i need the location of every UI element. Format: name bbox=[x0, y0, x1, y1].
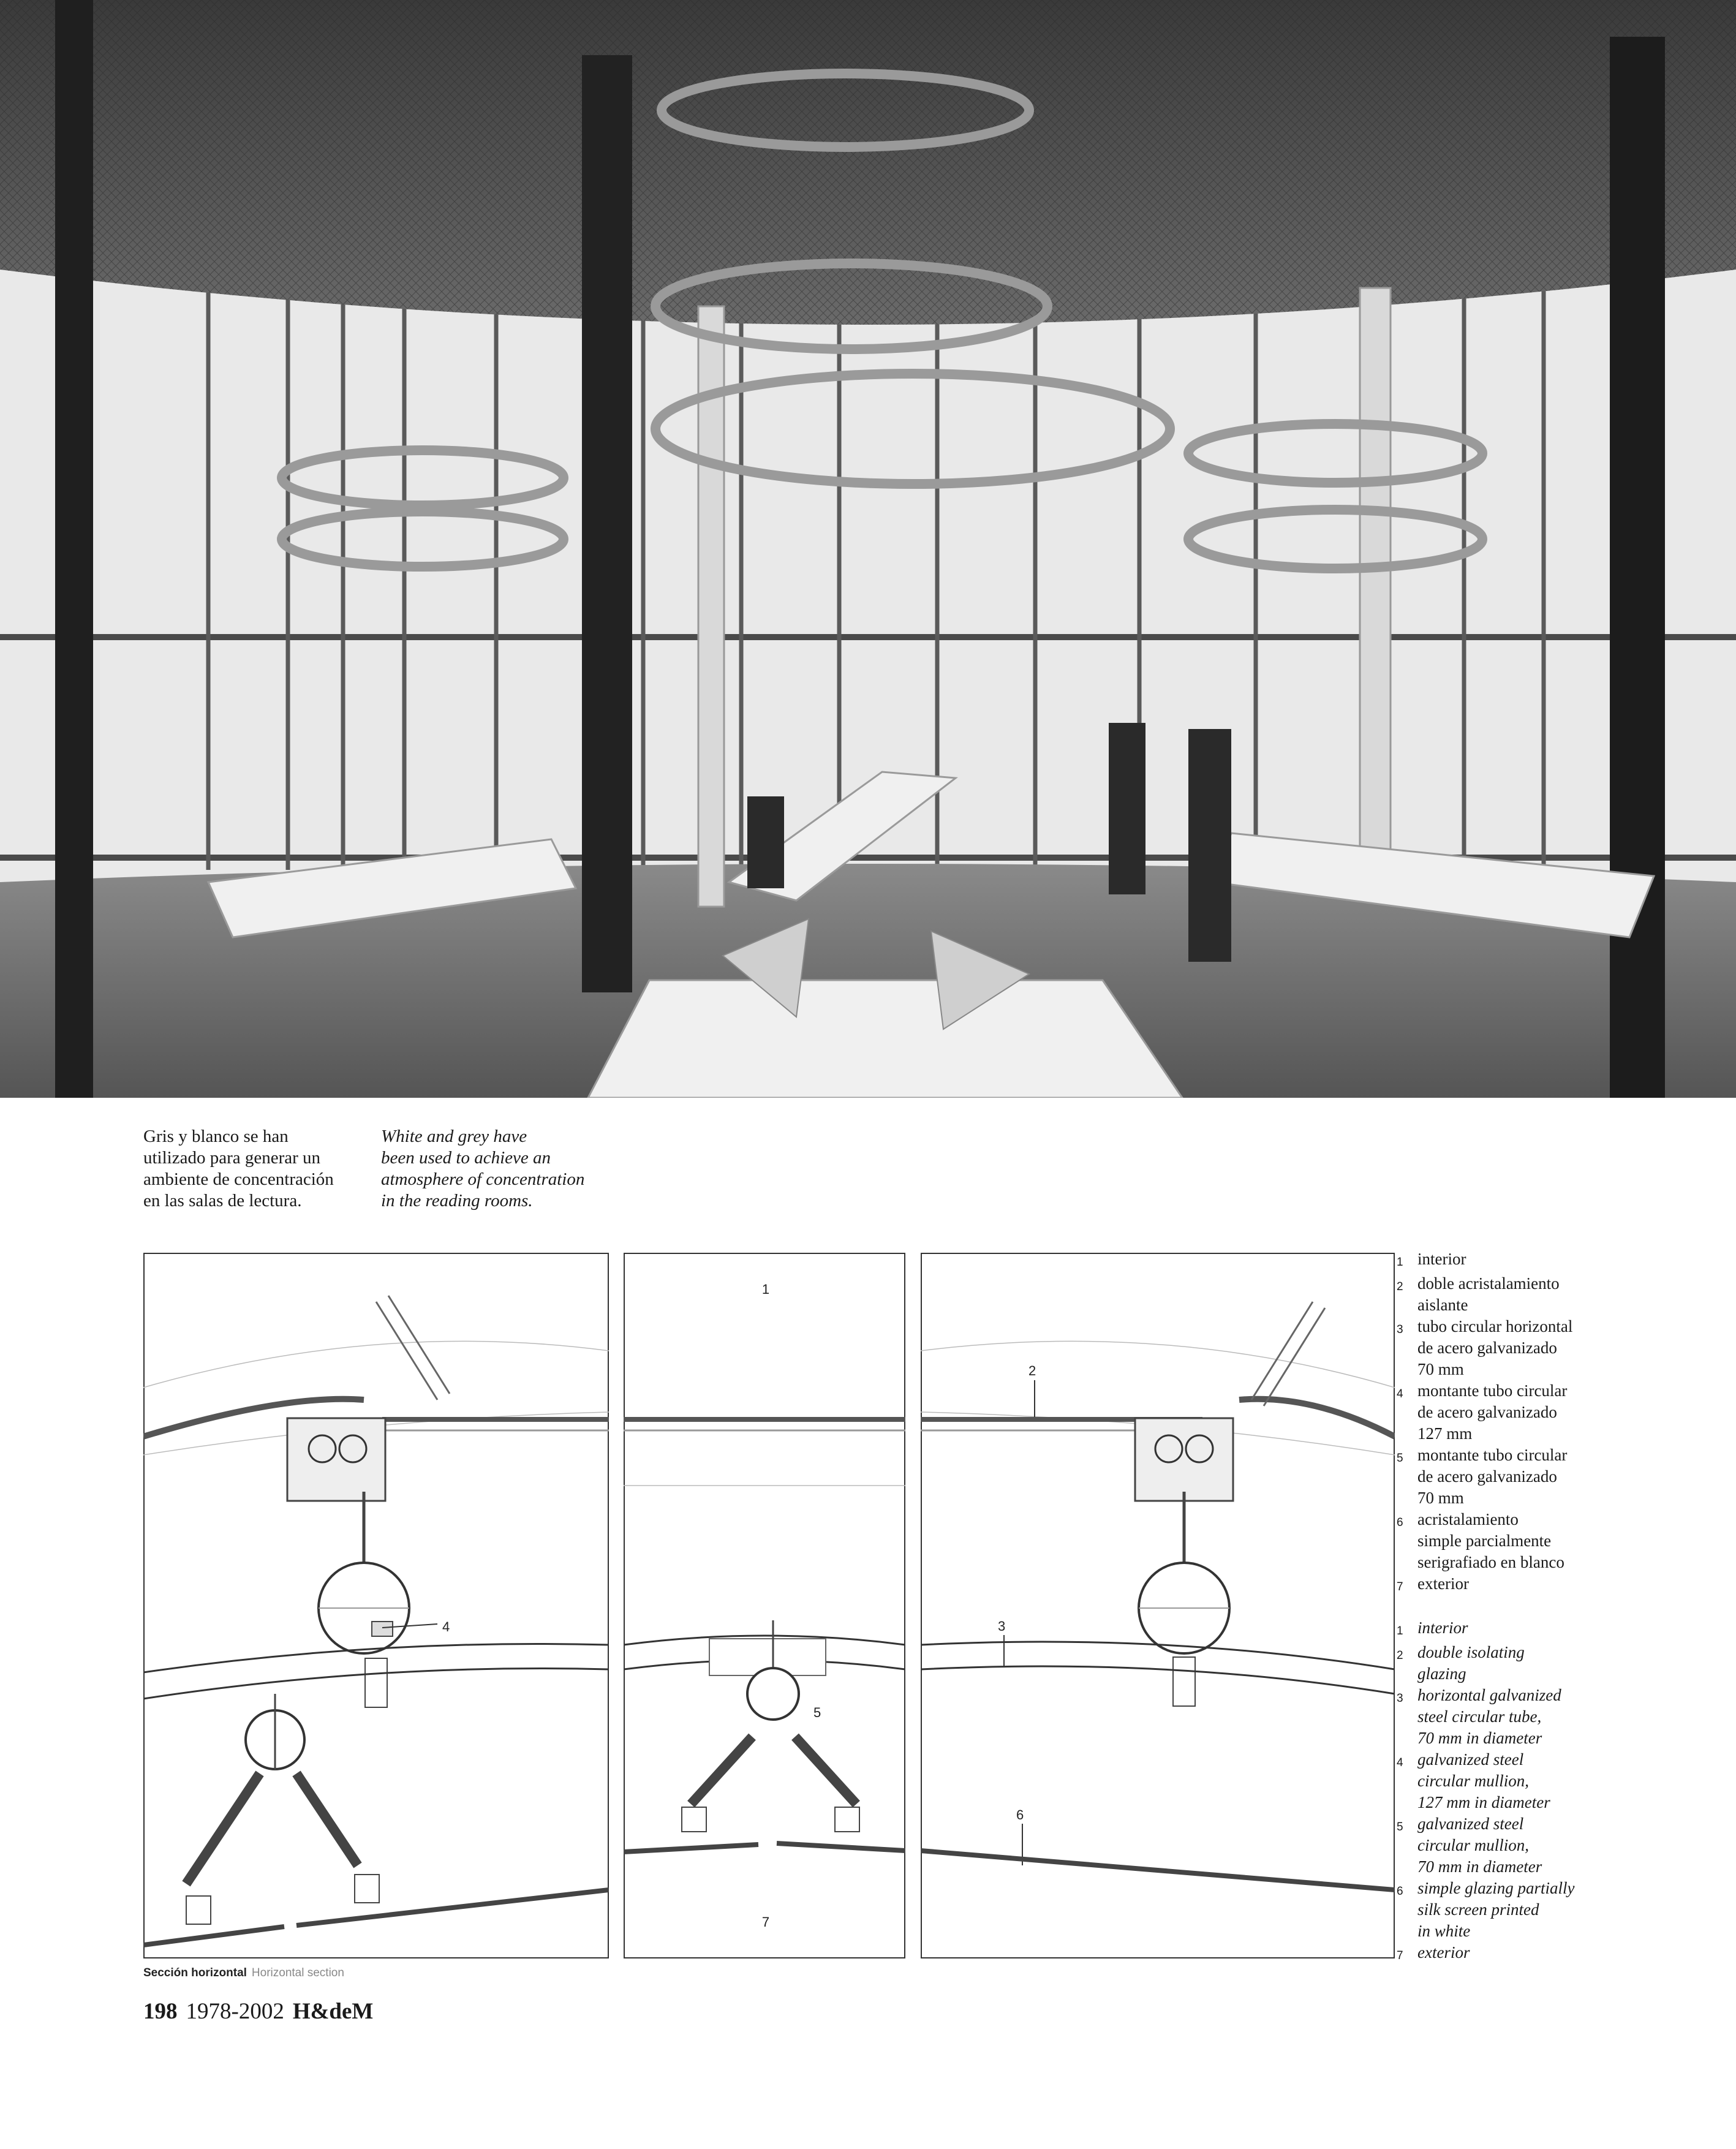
legend-number: 1 bbox=[1397, 1625, 1403, 1637]
drawing-caption bbox=[143, 1966, 344, 1980]
drawing-caption-es: Sección horizontal bbox=[143, 1966, 247, 1979]
legend-text: doble acristalamiento aislante bbox=[1417, 1274, 1560, 1314]
publication-name: H&deM bbox=[292, 1999, 374, 2024]
legend-text: galvanized steel circular mullion, 70 mm in diameter bbox=[1417, 1815, 1542, 1876]
legend-text: tubo circular horizontal de acero galvanizado 70 mm bbox=[1417, 1317, 1573, 1378]
drawing-label-1: 1 bbox=[761, 1282, 770, 1297]
drawing-label-3: 3 bbox=[998, 1618, 1006, 1634]
legend-number: 4 bbox=[1397, 1388, 1403, 1400]
legend-number: 7 bbox=[1397, 1581, 1403, 1593]
legend-number: 5 bbox=[1397, 1821, 1403, 1834]
page-number: 198 bbox=[143, 1999, 178, 2024]
drawing-caption-en: Horizontal section bbox=[251, 1966, 344, 1979]
legend-item bbox=[1397, 1509, 1727, 1573]
legend-item bbox=[1397, 1749, 1727, 1813]
section-drawing-middle bbox=[624, 1253, 905, 1958]
drawing-label-4: 4 bbox=[442, 1619, 450, 1634]
legend-number: 6 bbox=[1397, 1516, 1403, 1529]
legend-item bbox=[1397, 1942, 1727, 1966]
legend-number: 3 bbox=[1397, 1323, 1403, 1336]
drawing-label-5: 5 bbox=[813, 1705, 821, 1720]
legend-text: exterior bbox=[1417, 1943, 1470, 1962]
legend-number: 1 bbox=[1397, 1256, 1403, 1269]
legend-text: exterior bbox=[1417, 1574, 1469, 1593]
legend-number: 6 bbox=[1397, 1885, 1403, 1898]
legend-text: interior bbox=[1417, 1250, 1466, 1268]
legend-item bbox=[1397, 1445, 1727, 1509]
legend-number: 3 bbox=[1397, 1692, 1403, 1705]
section-drawing-left bbox=[143, 1253, 609, 1958]
legend-text: double isolating glazing bbox=[1417, 1643, 1525, 1683]
legend-item bbox=[1397, 1878, 1727, 1942]
drawing-label-7: 7 bbox=[761, 1914, 770, 1930]
legend-text: acristalamiento simple parcialmente serigrafiado en blanco bbox=[1417, 1510, 1564, 1571]
legend-text: galvanized steel circular mullion, 127 mm in diameter bbox=[1417, 1750, 1550, 1811]
legend-text: horizontal galvanized steel circular tube, 70 mm in diameter bbox=[1417, 1686, 1561, 1747]
legend-item bbox=[1397, 1273, 1727, 1316]
legend-number: 7 bbox=[1397, 1949, 1403, 1962]
legend-es bbox=[1397, 1248, 1727, 1598]
legend-number: 5 bbox=[1397, 1452, 1403, 1465]
drawing-label-6: 6 bbox=[1016, 1807, 1024, 1822]
drawing-label-2: 2 bbox=[1028, 1363, 1036, 1378]
legend-number: 4 bbox=[1397, 1756, 1403, 1769]
legend-item bbox=[1397, 1248, 1727, 1273]
legend-text: montante tubo circular de acero galvanizado 127 mm bbox=[1417, 1381, 1568, 1443]
legend-number: 2 bbox=[1397, 1649, 1403, 1662]
legend-item bbox=[1397, 1617, 1727, 1642]
legend-number: 2 bbox=[1397, 1280, 1403, 1293]
footer-years: 1978-2002 bbox=[186, 1999, 284, 2024]
legend-item bbox=[1397, 1316, 1727, 1380]
legend-item bbox=[1397, 1573, 1727, 1598]
legend-text: simple glazing partially silk screen printed in white bbox=[1417, 1879, 1575, 1940]
legend-item bbox=[1397, 1380, 1727, 1445]
legend-item bbox=[1397, 1685, 1727, 1749]
legend-en bbox=[1397, 1617, 1727, 1966]
photo-caption-en: White and grey have been used to achieve an atmosphere of concentration in the reading rooms. bbox=[381, 1127, 585, 1210]
photo-caption-es: Gris y blanco se han utilizado para generar un ambiente de concentración en las salas de lectura. bbox=[143, 1127, 334, 1210]
legend-text: montante tubo circular de acero galvanizado 70 mm bbox=[1417, 1446, 1568, 1507]
legend-text: interior bbox=[1417, 1618, 1468, 1637]
section-drawing-right bbox=[921, 1253, 1395, 1958]
legend-item bbox=[1397, 1642, 1727, 1685]
page-footer bbox=[143, 1998, 373, 2025]
legend-item bbox=[1397, 1813, 1727, 1878]
